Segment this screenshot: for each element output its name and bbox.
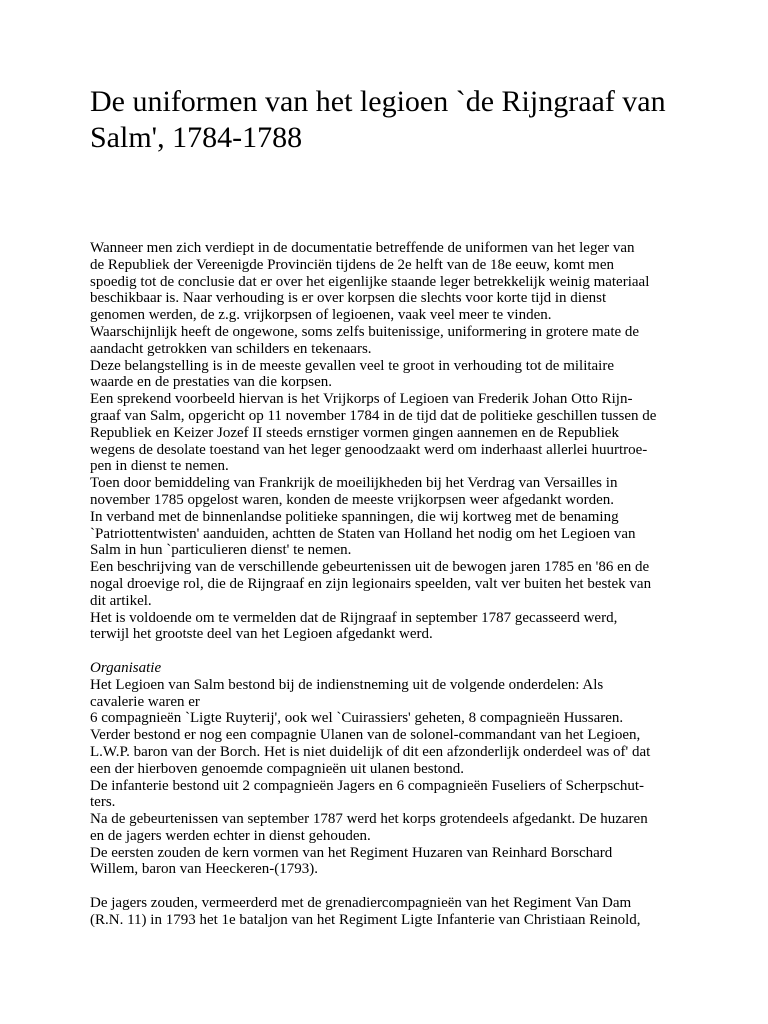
intro-line: genomen werden, de z.g. vrijkorpsen of legioenen, vaak veel meer te vinden.	[90, 307, 552, 324]
intro-line: In verband met de binnenlandse politieke spanningen, die wij kortweg met de benaming	[90, 508, 619, 525]
organisatie-line: De eersten zouden de kern vormen van het Regiment Huzaren van Reinhard Borschard	[90, 844, 613, 861]
organisatie-line: en de jagers werden echter in dienst gehouden.	[90, 827, 371, 844]
intro-line: Deze belangstelling is in de meeste gevallen veel te groot in verhouding tot de militaire	[90, 357, 615, 374]
organisatie-line: Willem, baron van Heeckeren-(1793).	[90, 861, 319, 878]
organisatie-line: Na de gebeurtenissen van september 1787 werd het korps grotendeels afgedankt. De huzaren	[90, 811, 648, 828]
intro-line: Salm in hun `particulieren dienst' te nemen.	[90, 542, 352, 559]
intro-line: aandacht getrokken van schilders en tekenaars.	[90, 340, 372, 357]
organisatie-line: De infanterie bestond uit 2 compagnieën Jagers en 6 compagnieën Fuseliers of Scherpschut-	[90, 777, 644, 794]
organisatie-line: cavalerie waren er	[90, 693, 200, 710]
organisatie-line: ters.	[90, 794, 116, 811]
organisatie-line: Het Legioen van Salm bestond bij de indienstneming uit de volgende onderdelen: Als	[90, 676, 604, 693]
final-line: (R.N. 11) in 1793 het 1e bataljon van het Regiment Ligte Infanterie van Christiaan Reinold,	[90, 911, 641, 928]
intro-line: Waarschijnlijk heeft de ongewone, soms zelfs buitenissige, uniformering in grotere mate de	[90, 323, 640, 340]
final-line: De jagers zouden, vermeerderd met de grenadiercompagnieën van het Regiment Van Dam	[90, 895, 632, 912]
document-title: De uniformen van het legioen `de Rijngraaf van Salm', 1784-1788	[90, 85, 666, 154]
intro-line: wegens de desolate toestand van het leger genoodzaakt werd om inderhaast allerlei huurtroe-	[90, 441, 648, 458]
paragraph-spacer	[90, 643, 690, 660]
intro-line: de Republiek der Vereenigde Provinciën tijdens de 2e helft van de 18e eeuw, komt men	[90, 256, 615, 273]
intro-line: beschikbaar is. Naar verhouding is er over korpsen die slechts voor korte tijd in dienst	[90, 290, 607, 307]
intro-line: `Patriottentwisten' aanduiden, achtten de Staten van Holland het nodig om het Legioen van	[90, 525, 636, 542]
intro-line: Toen door bemiddeling van Frankrijk de moeilijkheden bij het Verdrag van Versailles in	[90, 475, 618, 492]
intro-line: Een beschrijving van de verschillende gebeurtenissen uit de bewogen jaren 1785 en '86 en de	[90, 559, 650, 576]
organisatie-section	[90, 660, 690, 878]
intro-section	[90, 240, 690, 643]
organisatie-line: 6 compagnieën `Ligte Ruyterij', ook wel `Cuirassiers' geheten, 8 compagnieën Hussaren.	[90, 710, 624, 727]
intro-line: spoedig tot de conclusie dat er over het eigenlijke staande leger betrekkelijk weinig materiaal	[90, 273, 650, 290]
intro-line: Een sprekend voorbeeld hiervan is het Vrijkorps of Legioen van Frederik Johan Otto Rijn-	[90, 391, 633, 408]
section-heading: Organisatie	[90, 659, 162, 676]
intro-line: graaf van Salm, opgericht op 11 november 1784 in de tijd dat de politieke geschillen tussen de	[90, 407, 657, 424]
final-section	[90, 895, 690, 929]
paragraph-spacer	[90, 878, 690, 895]
organisatie-line: Verder bestond er nog een compagnie Ulanen van de solonel-commandant van het Legioen,	[90, 727, 641, 744]
organisatie-line: L.W.P. baron van der Borch. Het is niet duidelijk of dit een afzonderlijk onderdeel was of' dat	[90, 743, 651, 760]
intro-line: Het is voldoende om te vermelden dat de Rijngraaf in september 1787 gecasseerd werd,	[90, 609, 618, 626]
intro-line: Republiek en Keizer Jozef II steeds ernstiger vormen gingen aannemen en de Republiek	[90, 424, 619, 441]
intro-line: Wanneer men zich verdiept in de documentatie betreffende de uniformen van het leger van	[90, 240, 635, 256]
document-page	[90, 84, 690, 929]
intro-line: pen in dienst te nemen.	[90, 458, 229, 475]
intro-line: november 1785 opgelost waren, konden de meeste vrijkorpsen weer afgedankt worden.	[90, 491, 614, 508]
intro-line: dit artikel.	[90, 592, 152, 609]
intro-line: waarde en de prestaties van die korpsen.	[90, 374, 332, 391]
intro-line: nogal droevige rol, die de Rijngraaf en zijn legionairs speelden, valt ver buiten het bestek van	[90, 575, 652, 592]
organisatie-line: een der hierboven genoemde compagnieën uit ulanen bestond.	[90, 760, 465, 777]
intro-line: terwijl het grootste deel van het Legioen afgedankt werd.	[90, 626, 433, 643]
